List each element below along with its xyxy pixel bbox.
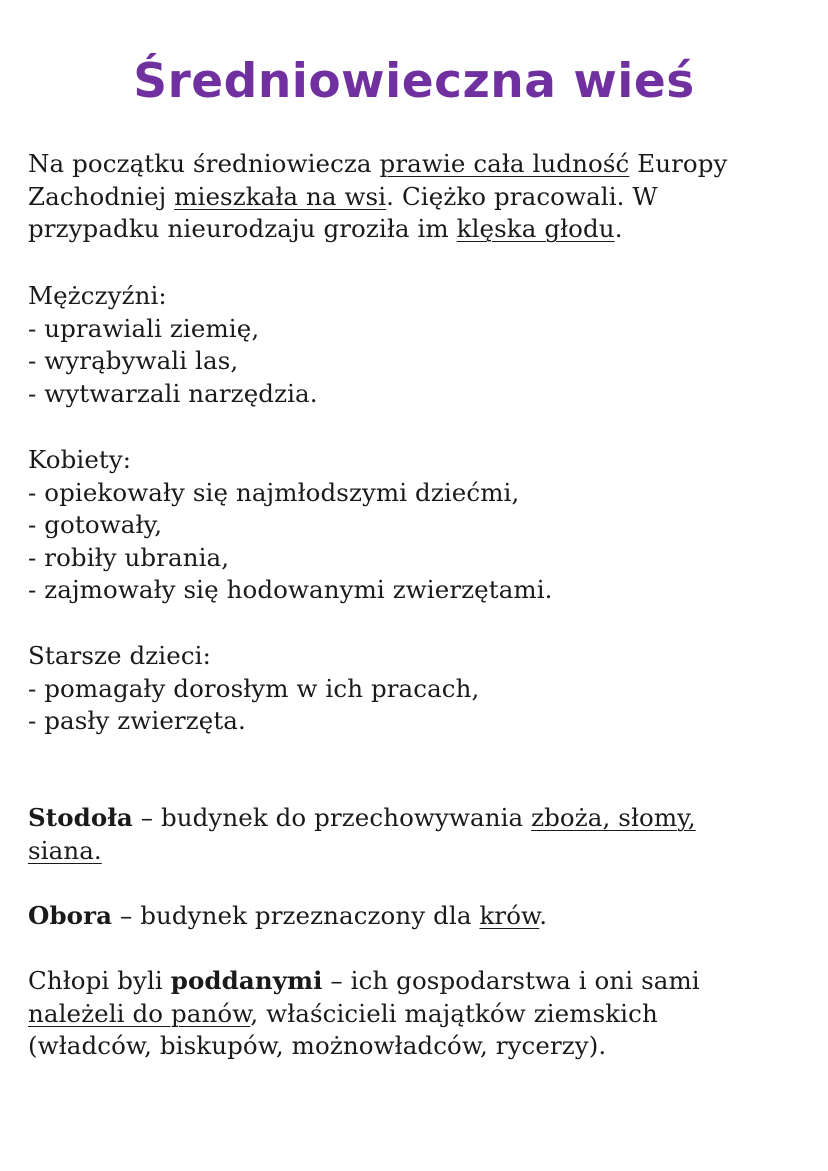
women-section bbox=[28, 444, 818, 607]
list-item: - pasły zwierzęta. bbox=[28, 706, 246, 735]
barn-definition bbox=[28, 802, 818, 867]
text-run: – budynek do przechowywania bbox=[132, 803, 532, 832]
text-run: – ich gospodarstwa i oni sami bbox=[322, 966, 700, 995]
men-section bbox=[28, 280, 818, 410]
text-run: przypadku nieurodzaju groziła im bbox=[28, 214, 457, 243]
barn-line-1 bbox=[28, 802, 818, 835]
term-bold: Obora bbox=[28, 901, 113, 930]
cowshed-definition bbox=[28, 900, 818, 933]
text-run: Chłopi byli bbox=[28, 966, 171, 995]
text-run: , właścicieli majątków ziemskich bbox=[250, 998, 658, 1028]
list-item: - robiły ubrania, bbox=[28, 542, 230, 572]
underlined-phrase: zboża, słomy, bbox=[531, 803, 696, 832]
list-item: - zajmowały się hodowanymi zwierzętami. bbox=[28, 575, 553, 604]
peasants-line-2 bbox=[28, 998, 818, 1031]
list-item: - gotowały, bbox=[28, 510, 163, 539]
intro-line-1 bbox=[28, 148, 818, 181]
text-run: – budynek przeznaczony dla bbox=[112, 901, 480, 930]
underlined-phrase: klęska głodu bbox=[456, 214, 615, 243]
list-item: - wytwarzali narzędzia. bbox=[28, 378, 318, 408]
underlined-phrase: krów bbox=[479, 901, 540, 930]
intro-line-2 bbox=[28, 181, 818, 214]
term-bold: Stodoła bbox=[28, 803, 133, 832]
barn-line-2 bbox=[28, 835, 818, 868]
underlined-phrase: mieszkała na wsi bbox=[174, 181, 387, 211]
cowshed-line bbox=[28, 900, 818, 933]
list-item: - opiekowały się najmłodszymi dziećmi, bbox=[28, 477, 520, 507]
list-item: - pomagały dorosłym w ich pracach, bbox=[28, 673, 480, 703]
underlined-phrase: prawie cała ludność bbox=[379, 149, 630, 178]
peasants-line-1 bbox=[28, 965, 818, 998]
underlined-phrase: należeli do panów bbox=[28, 998, 251, 1028]
text-run: . Ciężko pracowali. W bbox=[386, 181, 658, 211]
women-heading: Kobiety: bbox=[28, 445, 132, 474]
men-heading: Mężczyźni: bbox=[28, 281, 167, 310]
term-bold: poddanymi bbox=[170, 966, 323, 995]
text-run: Na początku średniowiecza bbox=[28, 149, 380, 178]
children-heading: Starsze dzieci: bbox=[28, 641, 211, 670]
peasants-line-3: (władców, biskupów, możnowładców, rycerzy). bbox=[28, 1031, 607, 1060]
text-run: Zachodniej bbox=[28, 181, 175, 211]
peasants-paragraph bbox=[28, 965, 818, 1063]
children-section bbox=[28, 640, 818, 738]
underlined-phrase: siana. bbox=[28, 835, 102, 865]
text-run: . bbox=[614, 214, 623, 243]
list-item: - wyrąbywali las, bbox=[28, 346, 239, 375]
list-item: - uprawiali ziemię, bbox=[28, 313, 260, 343]
intro-line-3 bbox=[28, 213, 818, 246]
intro-paragraph bbox=[28, 148, 818, 246]
text-run: . bbox=[539, 901, 548, 930]
text-run: Europy bbox=[629, 149, 728, 178]
page-title: Średniowieczna wieś bbox=[133, 54, 695, 109]
